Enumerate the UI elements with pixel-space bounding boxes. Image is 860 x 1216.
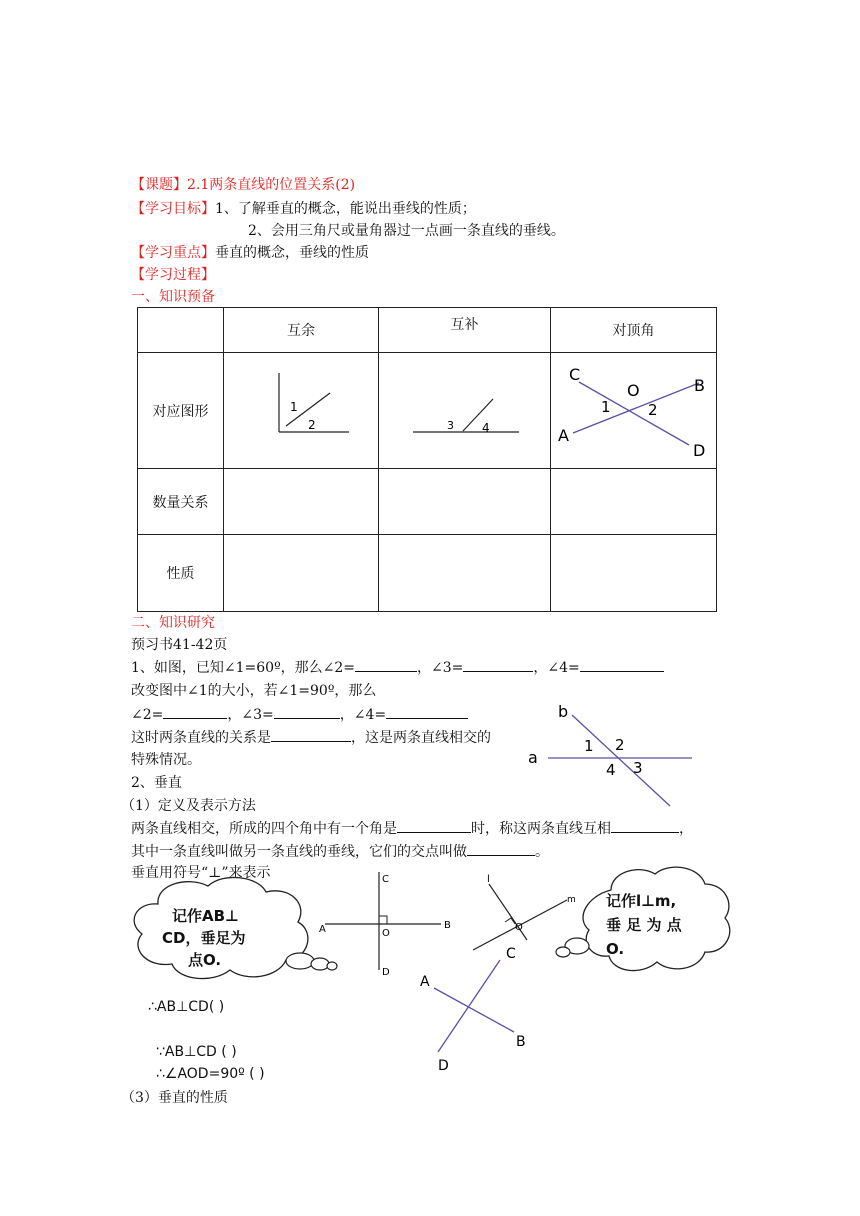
svg-text:D: D [438,1058,449,1074]
svg-text:3: 3 [633,759,643,777]
svg-text:1: 1 [584,737,594,755]
topic-line [131,175,355,195]
def-line2: 其中一条直线叫做另一条直线的垂线，它们的交点叫做 。 [131,841,549,862]
answer-blank[interactable] [467,841,535,856]
reason-2: ∵AB⊥CD ( ) [156,1044,237,1060]
svg-text:1: 1 [290,400,298,414]
row-head-figure: 对应图形 [138,353,224,469]
svg-text:B: B [694,376,705,395]
svg-text:A: A [558,426,569,445]
svg-text:1: 1 [601,398,611,416]
svg-text:C: C [506,946,516,962]
svg-text:4: 4 [482,421,490,435]
q1-line3: ∠2= ，∠3= ，∠4= [131,704,468,725]
answer-blank[interactable] [163,704,227,719]
svg-text:2: 2 [648,401,658,419]
key-text: 垂直的概念，垂线的性质 [215,245,369,261]
figure-supplement [379,353,551,469]
svg-text:A: A [319,924,326,935]
svg-text:D: D [693,441,706,460]
def-line1: 两条直线相交，所成的四个角中有一个角是 时，称这两条直线互相 ， [131,818,693,839]
cloud-right-text: 记作l⊥m, 垂 足 为 点 O. [606,892,682,958]
col-head-supplement: 互补 [379,308,551,353]
row-head-quantity: 数量关系 [138,469,224,535]
answer-blank[interactable] [611,818,679,833]
goal-line [131,199,476,219]
svg-text:C: C [569,365,581,384]
col-head-vertical: 对顶角 [551,308,717,353]
answer-blank[interactable] [386,704,468,719]
q2-sub3: （3）垂直的性质 [121,1090,228,1106]
intersect-figure [520,700,700,812]
section2-title: 二、知识研究 [131,615,215,631]
symbol-line: 垂直用符号“⊥”来表示 [131,865,271,881]
svg-text:l: l [487,874,490,885]
reason-1: ∴AB⊥CD( ) [148,999,225,1015]
vertical-angle-figure [551,353,716,464]
answer-blank[interactable] [463,657,533,672]
svg-text:4: 4 [606,761,616,779]
key-line [131,243,369,263]
q1-line1: 1、如图，已知∠1=60º，那么∠2= ，∠3= ，∠4= [131,657,664,678]
answer-blank[interactable] [274,704,340,719]
svg-text:2: 2 [615,736,625,754]
figure-vertical [551,353,717,469]
topic-title: 2.1两条直线的位置关系(2) [187,177,356,193]
svg-text:B: B [516,1034,526,1050]
process-tag: 【学习过程】 [131,267,215,283]
section1-title: 一、知识预备 [131,289,215,305]
table-corner [138,308,224,353]
cloud-left-text: 记作AB⊥ CD，垂足为 点O. [162,907,246,969]
svg-text:b: b [558,702,569,721]
knowledge-table [137,307,717,612]
q1-line5: 特殊情况。 [131,752,201,768]
q1-line2: 改变图中∠1的大小，若∠1=90º，那么 [131,683,377,699]
svg-text:D: D [382,967,390,978]
answer-blank[interactable] [355,657,417,672]
svg-text:O: O [627,381,640,400]
q2-sub1: （1）定义及表示方法 [121,798,256,814]
goal-1: 1、了解垂直的概念，能说出垂线的性质； [215,201,476,217]
preview-line: 预习书41-42页 [131,637,228,653]
svg-text:2: 2 [308,418,316,432]
q1-line4: 这时两条直线的关系是 ，这是两条直线相交的 [131,727,491,748]
svg-text:m: m [567,895,576,905]
crossing-lines-figure [410,940,540,1075]
row-head-property: 性质 [138,535,224,612]
answer-blank[interactable] [397,818,471,833]
svg-text:a: a [528,748,538,767]
answer-blank[interactable] [580,657,664,672]
goal-tag: 【学习目标】 [131,201,215,217]
svg-text:O: O [382,928,390,939]
topic-tag: 【课题】 [131,177,187,193]
svg-text:C: C [382,874,389,885]
answer-blank[interactable] [271,727,351,742]
svg-text:A: A [420,974,430,990]
figure-complement [224,353,379,469]
goal-2: 2、会用三角尺或量角器过一点画一条直线的垂线。 [248,223,565,239]
svg-text:B: B [444,920,451,931]
key-tag: 【学习重点】 [131,245,215,261]
complement-figure [224,353,378,464]
reason-3: ∴∠AOD=90º ( ) [156,1066,265,1082]
svg-text:O: O [515,922,523,933]
supplement-figure [379,353,550,464]
q2-title: 2、垂直 [131,775,182,791]
svg-text:3: 3 [447,419,454,432]
col-head-complement: 互余 [224,308,379,353]
